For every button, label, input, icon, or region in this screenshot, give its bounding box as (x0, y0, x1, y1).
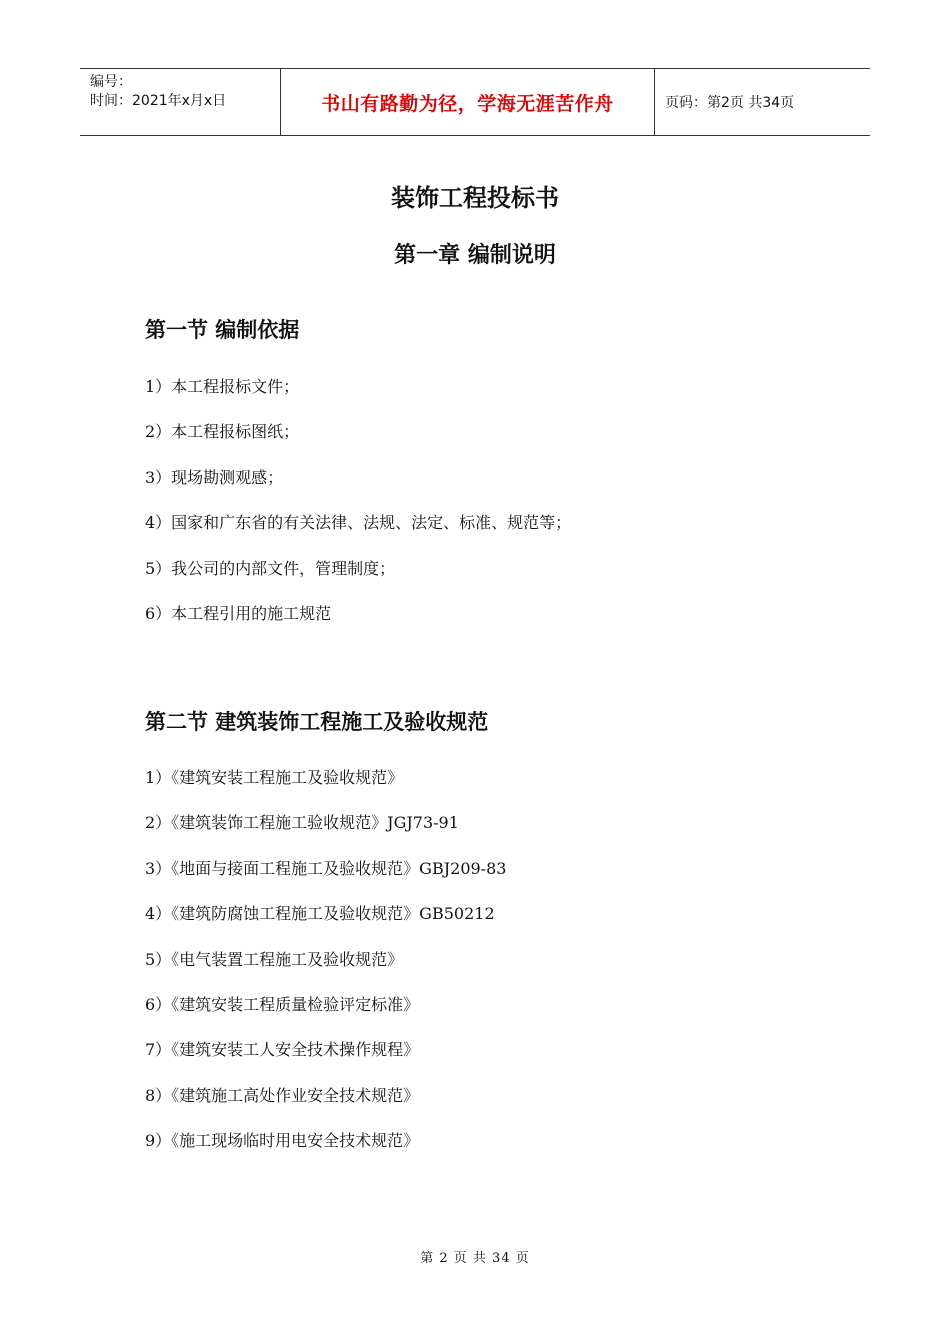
list-item: 1）本工程报标文件； (145, 377, 300, 396)
list-item: 8）《建筑施工高处作业安全技术规范》 (145, 1085, 420, 1105)
section-title-standards: 第二节 建筑装饰工程施工及验收规范 (145, 710, 489, 734)
list-item: 1）《建筑安装工程施工及验收规范》 (145, 768, 404, 787)
header-number-label: 编号： (90, 74, 132, 90)
list-item: 6）本工程引用的施工规范 (145, 603, 332, 623)
document-title: 装饰工程投标书 (391, 184, 559, 212)
list-item: 3）《地面与接面工程施工及验收规范》GBJ209-83 (145, 858, 507, 878)
page-header (80, 68, 870, 136)
chapter-title: 第一章 编制说明 (394, 243, 556, 268)
list-item: 3）现场勘测观感； (145, 467, 284, 487)
list-item: 5）《电气装置工程施工及验收规范》 (145, 949, 404, 969)
standards-list (145, 768, 506, 1177)
section-title-basis: 第一节 编制依据 (145, 318, 300, 342)
header-motto: 书山有路勤为径，学海无涯苦作舟 (281, 69, 655, 135)
list-item: 9）《施工现场临时用电安全技术规范》 (145, 1131, 420, 1151)
header-time-label: 时间：2021年x月x日 (90, 93, 227, 109)
page-footer: 第 2 页 共 34 页 (420, 1251, 530, 1266)
list-item: 2）本工程报标图纸； (145, 422, 300, 442)
header-meta-cell (80, 69, 281, 135)
header-page-info: 页码：第2页 共34页 (665, 95, 795, 111)
list-item: 7）《建筑安装工人安全技术操作规程》 (145, 1040, 420, 1060)
list-item: 2）《建筑装饰工程施工验收规范》JGJ73-91 (145, 813, 459, 833)
list-item: 4）《建筑防腐蚀工程施工及验收规范》GB50212 (145, 904, 495, 924)
list-item: 6）《建筑安装工程质量检验评定标准》 (145, 994, 420, 1014)
list-item: 4）国家和广东省的有关法律、法规、法定、标准、规范等； (145, 513, 572, 533)
list-item: 5）我公司的内部文件，管理制度； (145, 558, 396, 578)
basis-list (145, 377, 571, 649)
